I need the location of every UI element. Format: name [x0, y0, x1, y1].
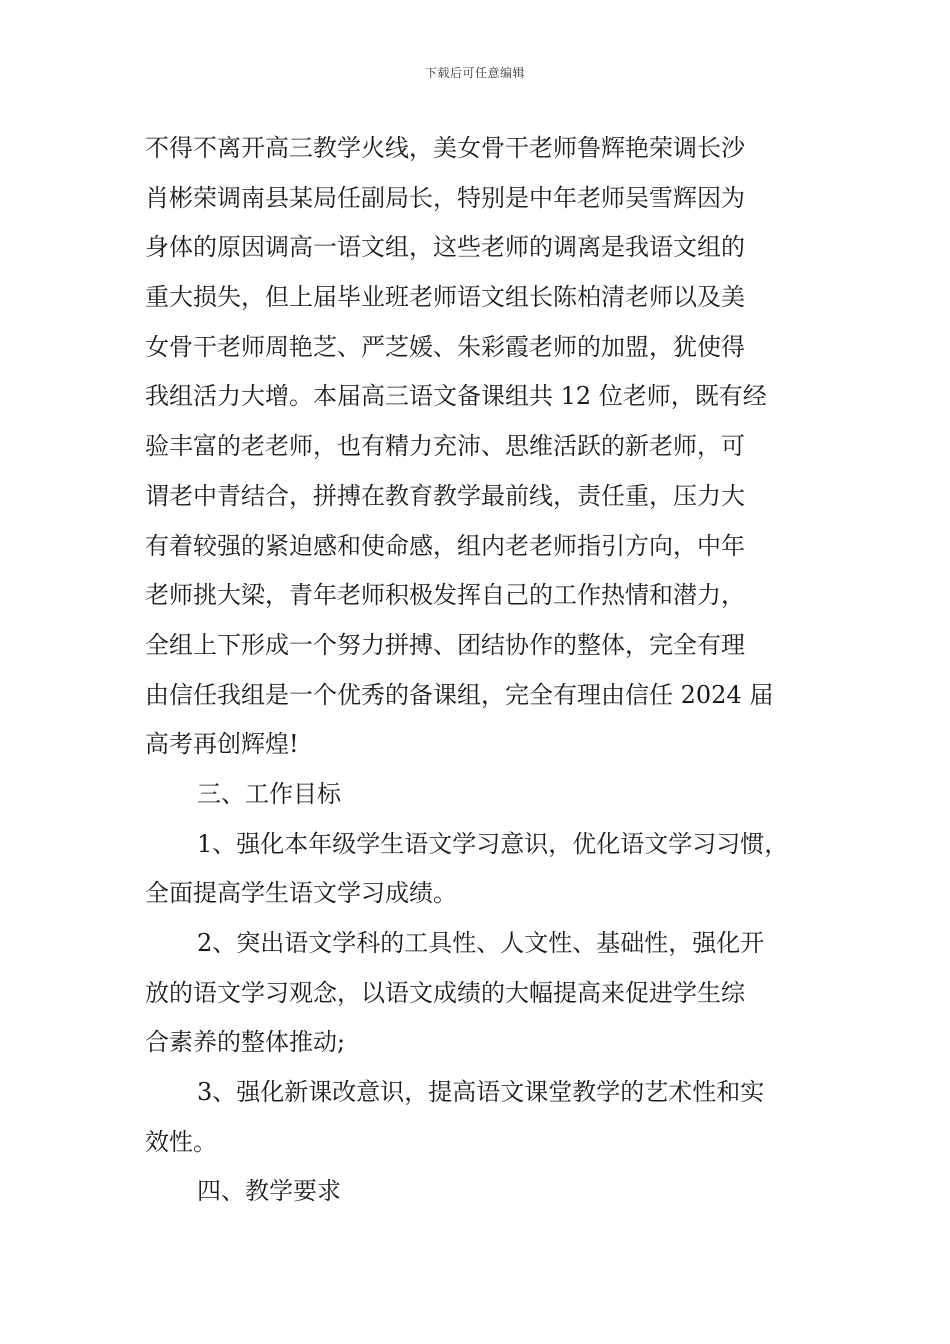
body-line: 不得不离开高三教学火线，美女骨干老师鲁辉艳荣调长沙	[145, 134, 745, 162]
section-heading-requirements: 四、教学要求	[197, 1177, 341, 1206]
body-line: 效性。	[145, 1127, 217, 1156]
body-line: 谓老中青结合，拼搏在教育教学最前线，责任重，压力大	[145, 481, 745, 510]
body-line: 由信任我组是一个优秀的备课组，完全有理由信任 2024 届	[145, 680, 774, 709]
body-line: 重大损失，但上届毕业班老师语文组长陈柏清老师以及美	[145, 283, 745, 312]
body-line: 我组活力大增。本届高三语文备课组共 12 位老师，既有经	[145, 382, 767, 411]
body-line: 老师挑大梁，青年老师积极发挥自己的工作热情和潜力，	[145, 581, 745, 610]
body-line: 合素养的整体推动;	[145, 1028, 346, 1057]
goal-item-2: 2、突出语文学科的工具性、人文性、基础性，强化开	[197, 929, 765, 957]
body-line: 验丰富的老老师，也有精力充沛、思维活跃的新老师，可	[145, 432, 745, 461]
body-line: 全组上下形成一个努力拼搏、团结协作的整体，完全有理	[145, 630, 745, 659]
body-line: 高考再创辉煌!	[145, 730, 299, 759]
body-line: 有着较强的紧迫感和使命感，组内老老师指引方向，中年	[145, 531, 745, 560]
body-line: 放的语文学习观念，以语文成绩的大幅提高来促进学生综	[145, 978, 745, 1007]
goal-item-1: 1、强化本年级学生语文学习意识，优化语文学习习惯，	[197, 829, 789, 858]
section-heading-goals: 三、工作目标	[197, 779, 341, 808]
goal-item-3: 3、强化新课改意识，提高语文课堂教学的艺术性和实	[197, 1078, 765, 1107]
body-line: 身体的原因调高一语文组，这些老师的调离是我语文组的	[145, 233, 745, 262]
body-line: 女骨干老师周艳芝、严芝媛、朱彩霞老师的加盟，犹使得	[145, 332, 745, 361]
page-header: 下载后可任意编辑	[424, 66, 525, 80]
body-line: 全面提高学生语文学习成绩。	[145, 879, 457, 908]
document-body	[145, 128, 835, 1221]
body-line: 肖彬荣调南县某局任副局长，特别是中年老师吴雪辉因为	[145, 183, 745, 212]
